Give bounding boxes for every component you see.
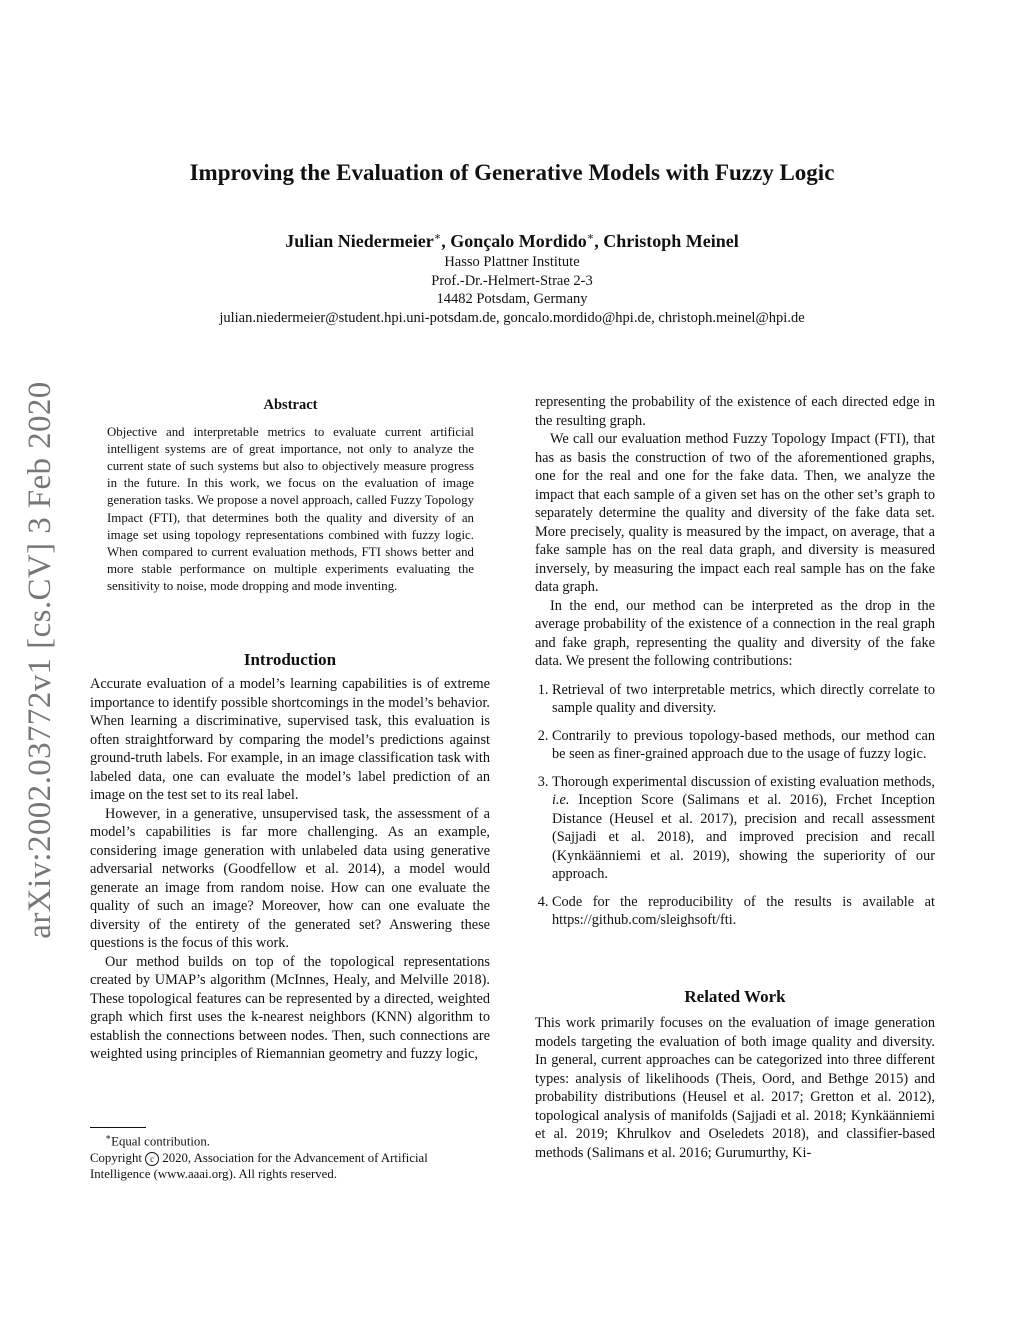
copyright-prefix: Copyright bbox=[90, 1150, 142, 1165]
abstract-heading: Abstract bbox=[263, 397, 318, 413]
affiliation-institute: Hasso Plattner Institute bbox=[444, 254, 580, 270]
contribution-item: 1. Retrieval of two interpretable metrics, which directly correlate to sample quality and diversity. bbox=[552, 681, 935, 718]
intro-paragraph-3: Our method builds on top of the topological representations created by UMAP’s algorithm (McInnes, Healy, and Melville 2018). These topological features can be represented by a directed, weighted graph which first uses the k-nearest neighbors (KNN) algorithm to establish the connections between nodes. Then, such connections are weighted using principles of Riemannian geometry and fuzzy logic, bbox=[90, 953, 490, 1062]
contribution-item: 4. Code for the reproducibility of the results is available at https://github.com/sleighsoft/fti. bbox=[552, 893, 935, 930]
paper-title: Improving the Evaluation of Generative Models with Fuzzy Logic bbox=[189, 160, 835, 185]
right-paragraph-3: In the end, our method can be interpreted as the drop in the average probability of the existence of a connection in the real graph and fake graph, representing the quality and diversity of the fake data. We present the following contributions: bbox=[535, 597, 935, 669]
author-list: Julian Niedermeier∗, Gonçalo Mordido∗, Christoph Meinel bbox=[285, 231, 739, 251]
copyright-text: 2020, Association for the Advancement of Artificial Intelligence (www.aaai.org). All rights reserved. bbox=[90, 1150, 428, 1182]
footnotes bbox=[90, 1129, 490, 1183]
contribution-3-ie: i.e. bbox=[552, 792, 570, 808]
contribution-item: 2. Contrarily to previous topology-based methods, our method can be seen as finer-grained approach due to the usage of fuzzy logic. bbox=[552, 727, 935, 764]
affiliation-city: 14482 Potsdam, Germany bbox=[436, 291, 588, 307]
right-paragraph-1: representing the probability of the existence of each directed edge in the resulting graph. bbox=[535, 394, 935, 429]
introduction-heading: Introduction bbox=[243, 650, 337, 669]
footnote-equal-text: Equal contribution. bbox=[111, 1134, 210, 1149]
related-work-text: This work primarily focuses on the evaluation of image generation models targeting the evaluation of both image quality and diversity. In general, current approaches can be categorized into three different types: analysis of likelihoods (Theis, Oord, and Bethge 2015) and probability distributions (Heusel et al. 2017; Gretton et al. 2012), topological analysis of manifolds (Sajjadi et al. 2018; Kynkäänniemi et al. 2019; Khrulkov and Oseledets 2018), and classifier-based methods (Salimans et al. 2016; Gurumurthy, Ki- bbox=[535, 1015, 935, 1161]
affiliation-street: Prof.-Dr.-Helmert-Strae 2-3 bbox=[431, 272, 593, 289]
author-block bbox=[0, 226, 1024, 327]
arxiv-stamp: arXiv:2002.03772v1 [cs.CV] 3 Feb 2020 bbox=[22, 381, 58, 939]
intro-paragraph-1: Accurate evaluation of a model’s learning capabilities is of extreme importance to identify possible shortcomings in the model’s behavior. When learning a discriminative, supervised task, this evaluation is often straightforward by comparing the model’s predictions against ground-truth labels. For example, in an image classification task with labeled data, one can evaluate the model’s label prediction of an image on the test set to its real label. bbox=[90, 676, 490, 803]
footnote-equal-contribution bbox=[90, 1129, 490, 1150]
author-mark: ∗ bbox=[586, 231, 595, 243]
author-emails: julian.niedermeier@student.hpi.uni-potsdam.de, goncalo.mordido@hpi.de, christoph.meinel@hpi.de bbox=[219, 309, 805, 326]
contribution-3-before: Thorough experimental discussion of existing evaluation methods, bbox=[552, 773, 935, 790]
author-name: Christoph Meinel bbox=[603, 231, 739, 251]
right-paragraph-2: We call our evaluation method Fuzzy Topology Impact (FTI), that has as basis the construction of two of the aforementioned graphs, one for the real and one for the fake data. Then, we analyze the impact that each sample of a given set has on the other set’s graph to separately determine the quality and diversity of the fake data set. More precisely, quality is measured by the impact, on average, that a fake sample has on the real data graph, and diversity is measured inversely, by measuring the impact each real sample has on the fake data graph. bbox=[535, 431, 935, 595]
copyright-symbol: c bbox=[145, 1152, 159, 1166]
contribution-list bbox=[535, 681, 935, 930]
related-work-heading: Related Work bbox=[684, 987, 786, 1006]
contribution-item bbox=[552, 773, 935, 884]
right-column-body bbox=[535, 393, 935, 939]
related-work-body bbox=[535, 1014, 935, 1162]
contribution-3-after: Inception Score (Salimans et al. 2016), Frchet Inception Distance (Heusel et al. 2017), precision and recall assessment (Sajjadi et al. 2018), and improved precision and recall (Kynkäänniemi et al. 2019), showing the superiority of our approach. bbox=[552, 792, 935, 882]
author-name: Gonçalo Mordido bbox=[450, 231, 587, 251]
author-name: Julian Niedermeier bbox=[285, 231, 434, 251]
copyright-notice bbox=[90, 1150, 490, 1183]
introduction-body bbox=[90, 675, 490, 1064]
footnote-mark: ∗ bbox=[105, 1132, 112, 1142]
footnote-rule bbox=[90, 1127, 146, 1128]
intro-paragraph-2: However, in a generative, unsupervised task, the assessment of a model’s capabilities is far more challenging. As an example, considering image generation with unlabeled data using generative adversarial networks (Goodfellow et al. 2014), a model would generate an image from random noise. How can one evaluate the quality of such an image? Moreover, how can one evaluate the diversity of the entirety of the generated set? Answering these questions is the focus of this work. bbox=[90, 805, 490, 951]
abstract bbox=[107, 396, 474, 596]
abstract-text: Objective and interpretable metrics to evaluate current artificial intelligent systems are of great importance, not only to analyze the current state of such systems but also to objectively measure progress in the future. In this work, we focus on the evaluation of image generation tasks. We propose a novel approach, called Fuzzy Topology Impact (FTI), that determines both the quality and diversity of an image set using topology representations combined with fuzzy logic. When compared to current evaluation methods, FTI shows better and more stable performance on multiple experiments evaluating the sensitivity to noise, mode dropping and mode inventing. bbox=[107, 424, 474, 594]
author-mark: ∗ bbox=[433, 231, 442, 243]
